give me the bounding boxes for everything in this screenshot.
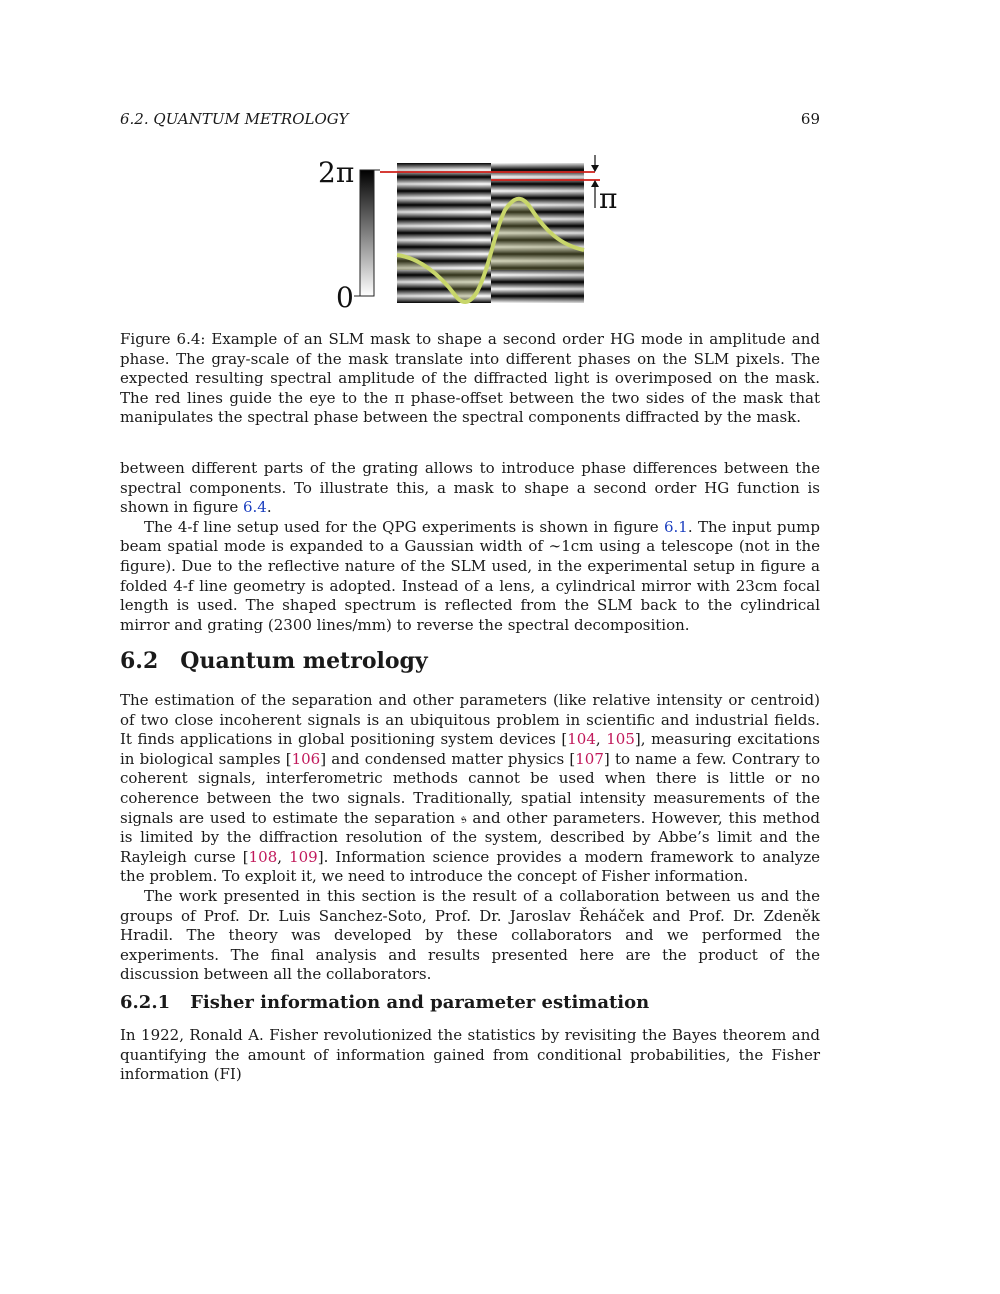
page-number: 69 <box>800 110 820 128</box>
citation-107[interactable]: 107 <box>575 749 604 768</box>
citation-106[interactable]: 106 <box>291 749 321 768</box>
slm-mask-svg <box>310 150 630 315</box>
figure-caption: Figure 6.4: Example of an SLM mask to shape a second order HG mode in amplitude and phase. The gray-scale of the mask translate into different phases on the SLM pixels. The expected resulting spectral amplitude of the diffracted light is overimposed on the mask. The red lines guide the eye to the π phase-offset between the two sides of the mask that manipulates the spectral phase between the spectral components diffracted by the mask. <box>120 330 820 427</box>
paragraph-estimation: The estimation of the separation and other parameters (like relative intensity or centroid) of two close incoherent signals is an ubiquitous problem in scientific and industrial fields. It finds applications in global positioning system devices [104, 105], measuring excitations in biological samples [106] and condensed matter physics [107] to name a few. Contrary to coherent signals, interferometric methods cannot be used when there is little or no coherence between the two signals. Traditionally, spatial intensity measurements of the signals are used to estimate the separation 𝔰 and other parameters. However, this method is limited by the diffraction resolution of the system, described by Abbe’s limit and the Rayleigh curse [108, 109]. Information science provides a modern framework to analyze the problem. To exploit it, we need to introduce the concept of Fisher information. <box>120 691 820 886</box>
label-0: 0 <box>336 281 354 314</box>
citation-108[interactable]: 108 <box>248 847 278 866</box>
running-head <box>120 110 820 128</box>
citation-105[interactable]: 105 <box>606 730 635 749</box>
running-head-section: 6.2. QUANTUM METROLOGY <box>120 110 349 128</box>
body-block-3 <box>120 1026 820 1085</box>
label-pi: π <box>599 182 618 215</box>
citation-109[interactable]: 109 <box>289 847 318 866</box>
mask-shading <box>397 163 584 303</box>
subsection-number: 6.2.1 <box>120 992 171 1013</box>
label-2pi: 2π <box>318 156 355 189</box>
pi-arrowhead-up <box>591 180 599 187</box>
citation-104[interactable]: 104 <box>567 730 596 749</box>
figure-link-6-1[interactable]: 6.1 <box>663 517 688 536</box>
figure-link-6-4[interactable]: 6.4 <box>242 498 267 517</box>
body-block-1 <box>120 459 820 635</box>
section-title: Quantum metrology <box>180 648 428 674</box>
phase-scale-bar <box>360 170 374 296</box>
body-block-2 <box>120 691 820 985</box>
paragraph-grating: between different parts of the grating allows to introduce phase differences between the spectral components. To illustrate this, a mask to shape a second order HG function is shown in figure 6.4. <box>120 459 820 517</box>
paragraph-fisher: In 1922, Ronald A. Fisher revolutionized the statistics by revisiting the Bayes theorem and quantifying the amount of information gained from conditional probabilities, the Fisher information (FI) <box>120 1026 820 1084</box>
pi-arrowhead-down <box>591 165 599 172</box>
paragraph-collaboration: The work presented in this section is the result of a collaboration between us and the groups of Prof. Dr. Luis Sanchez-Soto, Prof. Dr. Jaroslav Řeháček and Prof. Dr. Zdeněk Hradil. The theory was developed by these collaborators and we performed the experiments. The final analysis and results presented here are the product of the discussion between all the collaborators. <box>120 886 820 984</box>
subsection-heading <box>120 992 649 1013</box>
paragraph-4f-setup: The 4-f line setup used for the QPG experiments is shown in figure 6.1. The input pump beam spatial mode is expanded to a Gaussian width of ∼1cm using a telescope (not in the figure). Due to the reflective nature of the SLM used, in the experimental setup in figure a folded 4-f line geometry is adopted. Instead of a lens, a cylindrical mirror with 23cm focal length is used. The shaped spectrum is reflected from the SLM back to the cylindrical mirror and grating (2300 lines/mm) to reverse the spectral decomposition. <box>120 517 820 634</box>
section-number: 6.2 <box>120 648 159 674</box>
slm-mask-figure <box>310 150 630 315</box>
subsection-title: Fisher information and parameter estimation <box>190 992 650 1013</box>
section-heading <box>120 648 428 674</box>
